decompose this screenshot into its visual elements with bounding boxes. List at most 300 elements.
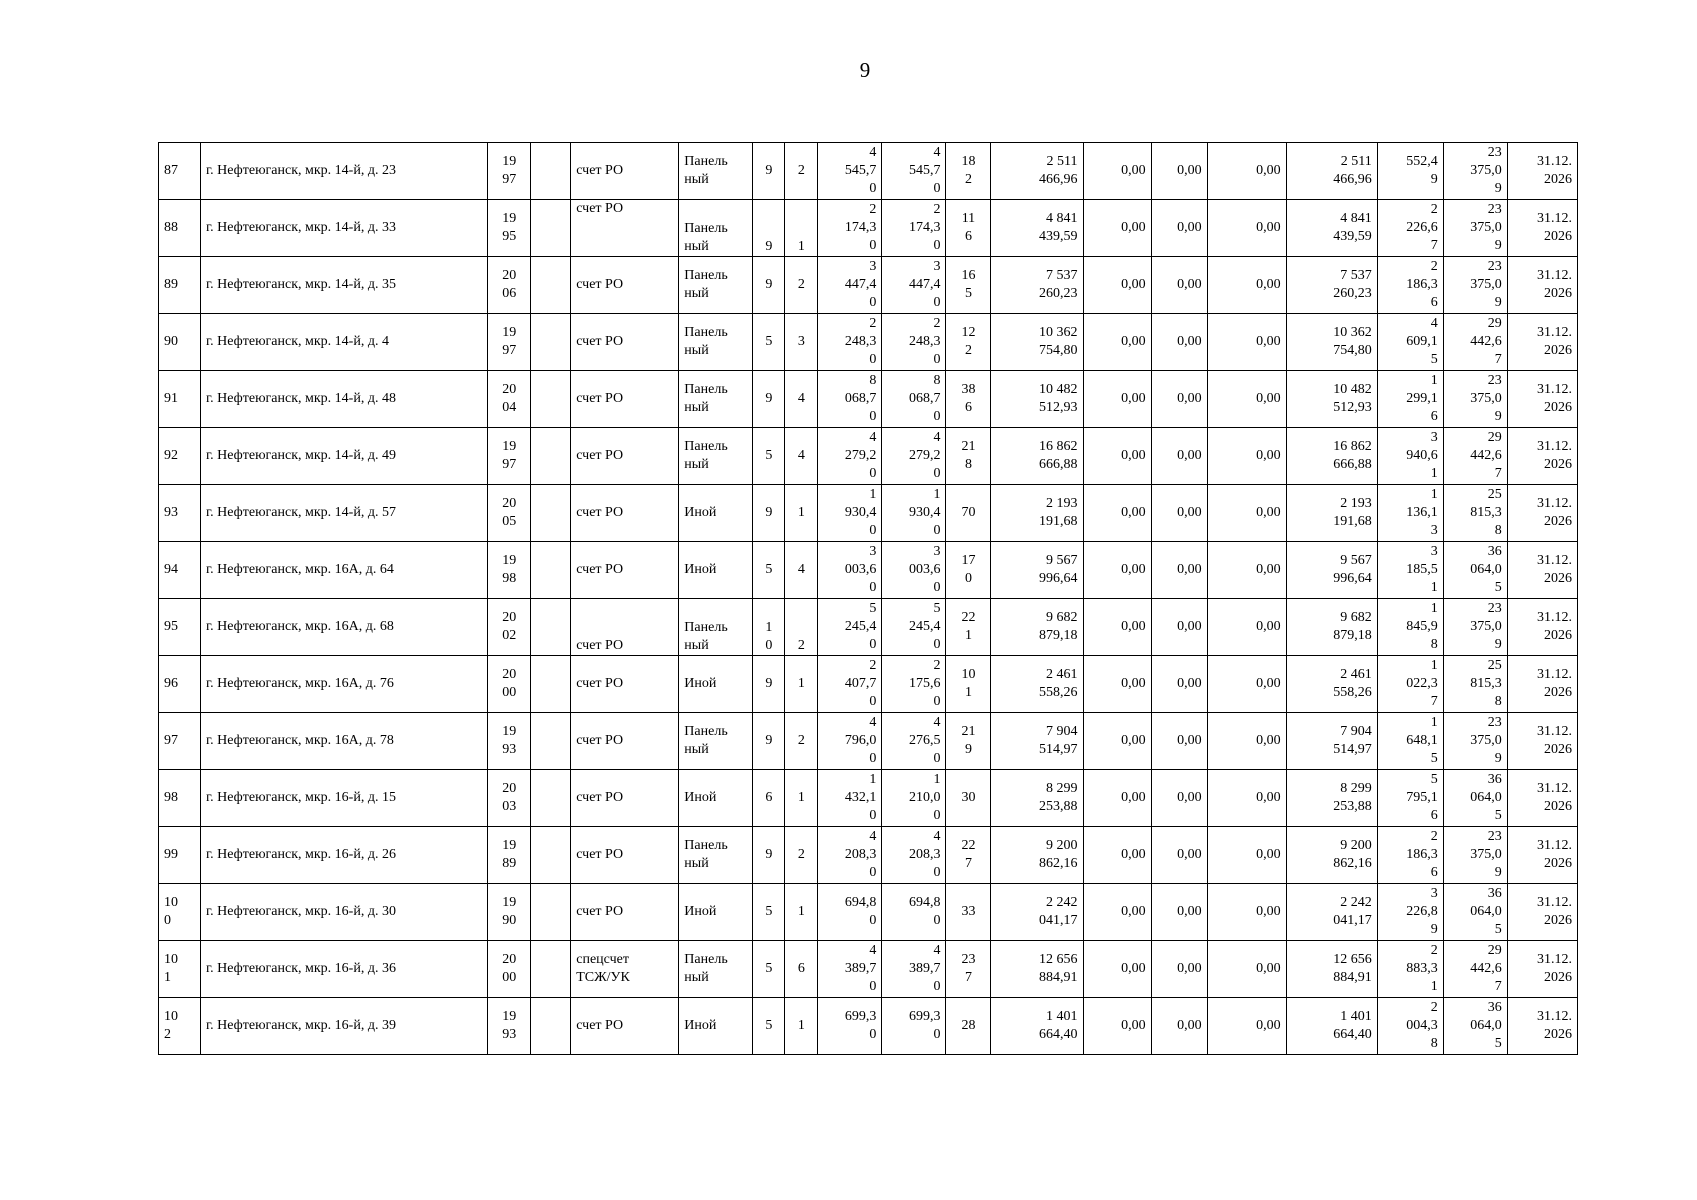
row-number-text: 95 — [164, 619, 178, 634]
fund-local-cell — [1207, 827, 1286, 884]
floors-cell — [753, 656, 785, 713]
address-cell — [201, 485, 488, 542]
wall-material-cell — [679, 200, 753, 257]
row-number-cell — [159, 998, 201, 1055]
unit-cost-cell — [1377, 998, 1443, 1055]
fund-local-text: 0,00 — [1256, 334, 1281, 349]
unit-limit-cell — [1443, 485, 1507, 542]
residents-cell — [946, 542, 991, 599]
commission-year-text: 19 98 — [502, 553, 517, 586]
table-row — [159, 257, 1578, 314]
residents-text: 30 — [961, 790, 976, 805]
residents-text: 22 1 — [961, 610, 976, 643]
fund-local-text: 0,00 — [1256, 277, 1281, 292]
total-area-text: 3 003,6 0 — [844, 544, 877, 595]
wall-material-cell — [679, 257, 753, 314]
unit-cost-cell — [1377, 257, 1443, 314]
entrances-text: 4 — [797, 562, 805, 577]
fund-regional-cell — [1151, 485, 1207, 542]
address-cell — [201, 542, 488, 599]
living-area-text: 1 930,4 0 — [908, 487, 941, 538]
total-area-cell — [818, 257, 882, 314]
wall-material-cell — [679, 599, 753, 656]
commission-year-text: 19 90 — [502, 895, 517, 928]
total-area-text: 2 174,3 0 — [844, 202, 877, 253]
blank-cell — [531, 713, 571, 770]
commission-year-cell — [488, 827, 531, 884]
floors-text: 5 — [765, 904, 773, 919]
living-area-text: 4 279,2 0 — [908, 430, 941, 481]
unit-cost-text: 5 795,1 6 — [1406, 772, 1438, 823]
unit-limit-cell — [1443, 428, 1507, 485]
fund-local-cell — [1207, 599, 1286, 656]
fund-method-cell — [571, 542, 679, 599]
total-cost-text: 8 299 253,88 — [1039, 781, 1078, 814]
fund-method-cell — [571, 656, 679, 713]
fund-federal-text: 0,00 — [1121, 277, 1146, 292]
fund-regional-cell — [1151, 599, 1207, 656]
row-number-text: 87 — [164, 163, 178, 178]
address-cell — [201, 143, 488, 200]
table-row — [159, 770, 1578, 827]
unit-limit-cell — [1443, 599, 1507, 656]
address-cell — [201, 257, 488, 314]
entrances-cell — [785, 542, 818, 599]
fund-federal-text: 0,00 — [1121, 847, 1146, 862]
total-cost-cell — [991, 713, 1083, 770]
unit-limit-text: 23 375,0 9 — [1470, 829, 1502, 880]
fund-regional-cell — [1151, 428, 1207, 485]
completion-date-cell — [1507, 200, 1577, 257]
table-row — [159, 827, 1578, 884]
unit-limit-text: 29 442,6 7 — [1470, 430, 1502, 481]
living-area-text: 4 208,3 0 — [908, 829, 941, 880]
blank-cell — [531, 200, 571, 257]
residents-cell — [946, 599, 991, 656]
address-cell — [201, 713, 488, 770]
completion-date-cell — [1507, 371, 1577, 428]
living-area-cell — [882, 599, 946, 656]
fund-method-text: счет РО — [576, 790, 624, 805]
address-cell — [201, 770, 488, 827]
residents-cell — [946, 770, 991, 827]
row-number-text: 96 — [164, 676, 178, 691]
fund-owners-cell — [1286, 371, 1377, 428]
fund-regional-text: 0,00 — [1177, 676, 1202, 691]
living-area-text: 2 174,3 0 — [908, 202, 941, 253]
fund-local-cell — [1207, 713, 1286, 770]
unit-cost-text: 1 022,3 7 — [1406, 658, 1438, 709]
residents-text: 21 9 — [961, 724, 976, 757]
floors-text: 9 — [765, 277, 773, 292]
entrances-text: 1 — [797, 505, 805, 520]
address-cell — [201, 314, 488, 371]
fund-owners-cell — [1286, 770, 1377, 827]
unit-limit-text: 36 064,0 5 — [1470, 772, 1502, 823]
commission-year-cell — [488, 770, 531, 827]
total-cost-text: 10 362 754,80 — [1039, 325, 1078, 358]
fund-regional-cell — [1151, 314, 1207, 371]
fund-federal-text: 0,00 — [1121, 961, 1146, 976]
unit-limit-text: 23 375,0 9 — [1470, 601, 1502, 652]
unit-limit-cell — [1443, 827, 1507, 884]
entrances-cell — [785, 143, 818, 200]
fund-regional-cell — [1151, 998, 1207, 1055]
fund-owners-text: 9 567 996,64 — [1333, 553, 1372, 586]
living-area-text: 4 545,7 0 — [908, 145, 941, 196]
commission-year-cell — [488, 371, 531, 428]
address-cell — [201, 371, 488, 428]
wall-material-text: Панель ный — [684, 724, 728, 757]
entrances-cell — [785, 200, 818, 257]
address-text: г. Нефтеюганск, мкр. 16А, д. 78 — [206, 733, 394, 748]
total-cost-text: 4 841 439,59 — [1039, 211, 1078, 244]
fund-method-cell — [571, 314, 679, 371]
row-number-text: 93 — [164, 505, 178, 520]
residents-text: 16 5 — [961, 268, 976, 301]
total-area-text: 4 545,7 0 — [844, 145, 877, 196]
living-area-text: 3 003,6 0 — [908, 544, 941, 595]
completion-date-text: 31.12. 2026 — [1537, 1009, 1572, 1042]
entrances-cell — [785, 599, 818, 656]
total-cost-cell — [991, 599, 1083, 656]
address-text: г. Нефтеюганск, мкр. 14-й, д. 23 — [206, 163, 396, 178]
blank-cell — [531, 770, 571, 827]
commission-year-cell — [488, 143, 531, 200]
unit-cost-cell — [1377, 656, 1443, 713]
row-number-text: 88 — [164, 220, 178, 235]
fund-method-text: спецсчет ТСЖ/УК — [576, 952, 630, 985]
unit-limit-cell — [1443, 998, 1507, 1055]
fund-local-cell — [1207, 656, 1286, 713]
fund-owners-cell — [1286, 998, 1377, 1055]
fund-local-cell — [1207, 542, 1286, 599]
wall-material-cell — [679, 656, 753, 713]
completion-date-text: 31.12. 2026 — [1537, 667, 1572, 700]
residents-cell — [946, 314, 991, 371]
wall-material-cell — [679, 314, 753, 371]
wall-material-cell — [679, 713, 753, 770]
fund-method-cell — [571, 485, 679, 542]
fund-regional-cell — [1151, 143, 1207, 200]
wall-material-cell — [679, 770, 753, 827]
unit-cost-text: 552,4 9 — [1406, 154, 1438, 187]
fund-regional-text: 0,00 — [1177, 961, 1202, 976]
fund-method-text: счет РО — [576, 676, 624, 691]
fund-owners-cell — [1286, 542, 1377, 599]
completion-date-cell — [1507, 257, 1577, 314]
total-cost-text: 2 242 041,17 — [1039, 895, 1078, 928]
wall-material-text: Панель ный — [684, 154, 728, 187]
fund-method-text: счет РО — [576, 1018, 624, 1033]
fund-local-text: 0,00 — [1256, 448, 1281, 463]
completion-date-text: 31.12. 2026 — [1537, 952, 1572, 985]
residents-cell — [946, 656, 991, 713]
entrances-text: 1 — [797, 239, 805, 254]
unit-cost-text: 3 185,5 1 — [1406, 544, 1438, 595]
table-row — [159, 656, 1578, 713]
wall-material-text: Иной — [684, 505, 717, 520]
total-area-text: 699,3 0 — [844, 1009, 877, 1042]
address-cell — [201, 200, 488, 257]
address-text: г. Нефтеюганск, мкр. 16-й, д. 30 — [206, 904, 396, 919]
residents-cell — [946, 998, 991, 1055]
fund-regional-text: 0,00 — [1177, 163, 1202, 178]
living-area-cell — [882, 143, 946, 200]
wall-material-cell — [679, 827, 753, 884]
living-area-cell — [882, 770, 946, 827]
floors-cell — [753, 371, 785, 428]
fund-local-text: 0,00 — [1256, 391, 1281, 406]
fund-local-text: 0,00 — [1256, 733, 1281, 748]
fund-owners-text: 2 242 041,17 — [1333, 895, 1372, 928]
row-number-text: 98 — [164, 790, 178, 805]
unit-cost-text: 2 226,6 7 — [1406, 202, 1438, 253]
total-cost-cell — [991, 371, 1083, 428]
row-number-cell — [159, 770, 201, 827]
living-area-cell — [882, 998, 946, 1055]
entrances-text: 1 — [797, 676, 805, 691]
fund-local-cell — [1207, 371, 1286, 428]
total-area-text: 2 407,7 0 — [844, 658, 877, 709]
unit-cost-cell — [1377, 770, 1443, 827]
fund-federal-cell — [1083, 827, 1151, 884]
fund-method-text: счет РО — [576, 505, 624, 520]
total-cost-cell — [991, 884, 1083, 941]
completion-date-text: 31.12. 2026 — [1537, 724, 1572, 757]
total-cost-text: 12 656 884,91 — [1039, 952, 1078, 985]
fund-local-text: 0,00 — [1256, 961, 1281, 976]
row-number-cell — [159, 371, 201, 428]
address-cell — [201, 656, 488, 713]
blank-cell — [531, 827, 571, 884]
fund-owners-text: 9 200 862,16 — [1333, 838, 1372, 871]
unit-cost-text: 3 226,8 9 — [1406, 886, 1438, 937]
wall-material-text: Панель ный — [684, 382, 728, 415]
floors-text: 5 — [765, 448, 773, 463]
fund-owners-cell — [1286, 599, 1377, 656]
table-body — [159, 143, 1578, 1055]
floors-text: 9 — [765, 163, 773, 178]
residents-text: 70 — [961, 505, 976, 520]
living-area-text: 3 447,4 0 — [908, 259, 941, 310]
floors-text: 9 — [765, 733, 773, 748]
total-cost-cell — [991, 428, 1083, 485]
completion-date-cell — [1507, 428, 1577, 485]
entrances-cell — [785, 485, 818, 542]
unit-limit-text: 25 815,3 8 — [1470, 658, 1502, 709]
row-number-text: 10 1 — [164, 952, 178, 985]
living-area-text: 2 248,3 0 — [908, 316, 941, 367]
unit-limit-cell — [1443, 257, 1507, 314]
fund-local-text: 0,00 — [1256, 619, 1281, 634]
row-number-cell — [159, 941, 201, 998]
fund-regional-text: 0,00 — [1177, 847, 1202, 862]
living-area-cell — [882, 941, 946, 998]
row-number-cell — [159, 428, 201, 485]
completion-date-cell — [1507, 998, 1577, 1055]
unit-limit-text: 29 442,6 7 — [1470, 316, 1502, 367]
fund-federal-cell — [1083, 542, 1151, 599]
completion-date-text: 31.12. 2026 — [1537, 895, 1572, 928]
living-area-text: 2 175,6 0 — [908, 658, 941, 709]
row-number-cell — [159, 827, 201, 884]
row-number-text: 97 — [164, 733, 178, 748]
fund-federal-cell — [1083, 371, 1151, 428]
residents-cell — [946, 428, 991, 485]
fund-owners-text: 2 461 558,26 — [1333, 667, 1372, 700]
unit-cost-cell — [1377, 428, 1443, 485]
address-cell — [201, 884, 488, 941]
address-text: г. Нефтеюганск, мкр. 14-й, д. 4 — [206, 334, 389, 349]
residents-text: 18 2 — [961, 154, 976, 187]
residents-cell — [946, 941, 991, 998]
total-cost-text: 7 537 260,23 — [1039, 268, 1078, 301]
fund-local-text: 0,00 — [1256, 562, 1281, 577]
commission-year-cell — [488, 314, 531, 371]
entrances-text: 2 — [797, 638, 805, 653]
fund-regional-cell — [1151, 941, 1207, 998]
unit-limit-text: 23 375,0 9 — [1470, 202, 1502, 253]
fund-owners-text: 2 511 466,96 — [1333, 154, 1372, 187]
commission-year-text: 19 93 — [502, 724, 517, 757]
fund-method-cell — [571, 428, 679, 485]
commission-year-cell — [488, 884, 531, 941]
completion-date-cell — [1507, 542, 1577, 599]
floors-cell — [753, 713, 785, 770]
completion-date-cell — [1507, 599, 1577, 656]
fund-federal-text: 0,00 — [1121, 1018, 1146, 1033]
fund-local-text: 0,00 — [1256, 220, 1281, 235]
floors-cell — [753, 257, 785, 314]
total-area-cell — [818, 998, 882, 1055]
blank-cell — [531, 428, 571, 485]
unit-cost-text: 3 940,6 1 — [1406, 430, 1438, 481]
total-area-cell — [818, 371, 882, 428]
fund-federal-cell — [1083, 257, 1151, 314]
address-text: г. Нефтеюганск, мкр. 14-й, д. 57 — [206, 505, 396, 520]
total-area-cell — [818, 314, 882, 371]
fund-local-cell — [1207, 941, 1286, 998]
entrances-text: 2 — [797, 733, 805, 748]
fund-regional-cell — [1151, 656, 1207, 713]
completion-date-text: 31.12. 2026 — [1537, 610, 1572, 643]
table-row — [159, 998, 1578, 1055]
unit-cost-text: 1 136,1 3 — [1406, 487, 1438, 538]
unit-cost-cell — [1377, 599, 1443, 656]
fund-owners-text: 10 482 512,93 — [1333, 382, 1372, 415]
living-area-cell — [882, 656, 946, 713]
total-area-text: 8 068,7 0 — [844, 373, 877, 424]
total-cost-text: 10 482 512,93 — [1039, 382, 1078, 415]
fund-local-cell — [1207, 200, 1286, 257]
unit-cost-text: 1 648,1 5 — [1406, 715, 1438, 766]
unit-cost-cell — [1377, 485, 1443, 542]
unit-limit-text: 23 375,0 9 — [1470, 259, 1502, 310]
fund-regional-text: 0,00 — [1177, 562, 1202, 577]
living-area-text: 699,3 0 — [908, 1009, 941, 1042]
fund-method-cell — [571, 884, 679, 941]
fund-method-text: счет РО — [576, 201, 624, 216]
completion-date-cell — [1507, 656, 1577, 713]
fund-method-cell — [571, 200, 679, 257]
completion-date-text: 31.12. 2026 — [1537, 496, 1572, 529]
fund-regional-text: 0,00 — [1177, 334, 1202, 349]
row-number-text: 90 — [164, 334, 178, 349]
unit-cost-cell — [1377, 941, 1443, 998]
fund-owners-cell — [1286, 314, 1377, 371]
floors-cell — [753, 200, 785, 257]
commission-year-text: 19 97 — [502, 325, 517, 358]
unit-cost-cell — [1377, 200, 1443, 257]
fund-local-text: 0,00 — [1256, 1018, 1281, 1033]
blank-cell — [531, 485, 571, 542]
commission-year-text: 20 00 — [502, 952, 517, 985]
fund-federal-text: 0,00 — [1121, 619, 1146, 634]
entrances-cell — [785, 998, 818, 1055]
row-number-cell — [159, 656, 201, 713]
fund-federal-cell — [1083, 143, 1151, 200]
address-text: г. Нефтеюганск, мкр. 16-й, д. 39 — [206, 1018, 396, 1033]
fund-local-text: 0,00 — [1256, 904, 1281, 919]
total-area-text: 2 248,3 0 — [844, 316, 877, 367]
unit-cost-text: 2 186,3 6 — [1406, 259, 1438, 310]
row-number-text: 94 — [164, 562, 178, 577]
wall-material-text: Панель ный — [684, 952, 728, 985]
unit-cost-cell — [1377, 884, 1443, 941]
unit-limit-cell — [1443, 656, 1507, 713]
unit-cost-cell — [1377, 371, 1443, 428]
entrances-text: 6 — [797, 961, 805, 976]
fund-method-text: счет РО — [576, 904, 624, 919]
completion-date-text: 31.12. 2026 — [1537, 268, 1572, 301]
fund-federal-cell — [1083, 998, 1151, 1055]
blank-cell — [531, 314, 571, 371]
fund-regional-cell — [1151, 200, 1207, 257]
table-row — [159, 314, 1578, 371]
address-cell — [201, 827, 488, 884]
fund-regional-text: 0,00 — [1177, 904, 1202, 919]
floors-text: 5 — [765, 334, 773, 349]
fund-owners-cell — [1286, 827, 1377, 884]
commission-year-cell — [488, 998, 531, 1055]
living-area-cell — [882, 371, 946, 428]
residents-cell — [946, 827, 991, 884]
total-cost-text: 9 567 996,64 — [1039, 553, 1078, 586]
fund-local-cell — [1207, 257, 1286, 314]
entrances-cell — [785, 827, 818, 884]
floors-text: 6 — [765, 790, 773, 805]
total-cost-text: 2 511 466,96 — [1039, 154, 1078, 187]
commission-year-cell — [488, 485, 531, 542]
address-text: г. Нефтеюганск, мкр. 14-й, д. 49 — [206, 448, 396, 463]
completion-date-text: 31.12. 2026 — [1537, 382, 1572, 415]
unit-limit-cell — [1443, 314, 1507, 371]
address-text: г. Нефтеюганск, мкр. 16-й, д. 15 — [206, 790, 396, 805]
unit-limit-cell — [1443, 770, 1507, 827]
residents-cell — [946, 713, 991, 770]
fund-owners-cell — [1286, 884, 1377, 941]
fund-federal-text: 0,00 — [1121, 448, 1146, 463]
residents-cell — [946, 143, 991, 200]
fund-owners-cell — [1286, 656, 1377, 713]
entrances-cell — [785, 257, 818, 314]
fund-method-cell — [571, 998, 679, 1055]
fund-owners-cell — [1286, 200, 1377, 257]
completion-date-text: 31.12. 2026 — [1537, 154, 1572, 187]
row-number-text: 92 — [164, 448, 178, 463]
fund-owners-text: 7 537 260,23 — [1333, 268, 1372, 301]
